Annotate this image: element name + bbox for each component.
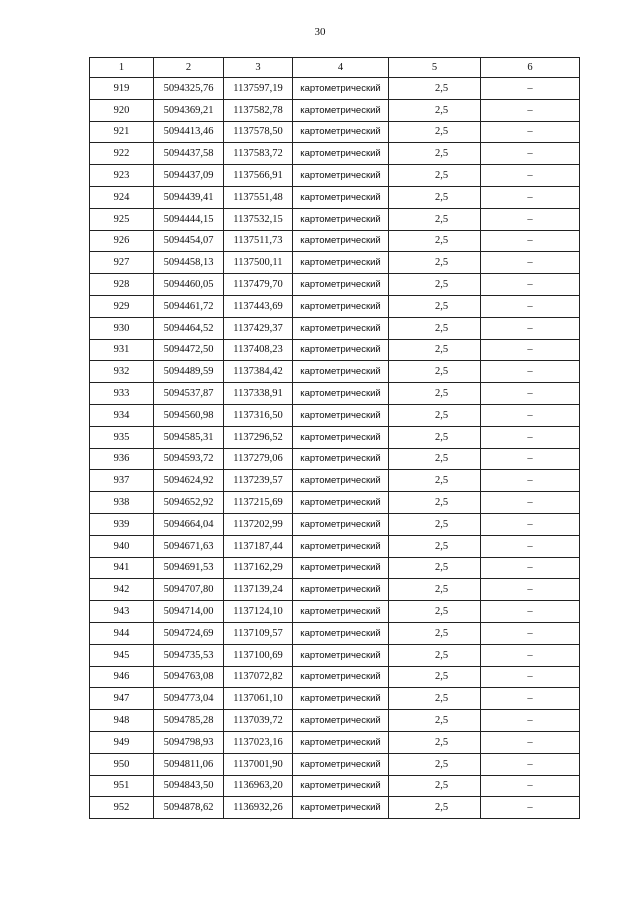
y-coordinate-cell: 1136932,26 <box>224 797 293 819</box>
column-header-x-coordinate: 2 <box>154 58 224 78</box>
point-number-cell: 946 <box>90 666 154 688</box>
point-number-cell: 945 <box>90 644 154 666</box>
accuracy-cell: 2,5 <box>389 710 481 732</box>
point-number-cell: 924 <box>90 186 154 208</box>
description-cell: – <box>481 688 580 710</box>
method-cell: картометрический <box>293 274 389 296</box>
table-row <box>90 99 580 121</box>
x-coordinate-cell: 5094472,50 <box>154 339 224 361</box>
point-number-cell: 922 <box>90 143 154 165</box>
x-coordinate-cell: 5094811,06 <box>154 753 224 775</box>
table-row <box>90 710 580 732</box>
point-number-cell: 940 <box>90 535 154 557</box>
y-coordinate-cell: 1137500,11 <box>224 252 293 274</box>
table-row <box>90 143 580 165</box>
method-cell: картометрический <box>293 121 389 143</box>
point-number-cell: 919 <box>90 78 154 100</box>
method-cell: картометрический <box>293 557 389 579</box>
y-coordinate-cell: 1137316,50 <box>224 404 293 426</box>
y-coordinate-cell: 1137338,91 <box>224 383 293 405</box>
table-row <box>90 492 580 514</box>
y-coordinate-cell: 1137100,69 <box>224 644 293 666</box>
y-coordinate-cell: 1137479,70 <box>224 274 293 296</box>
accuracy-cell: 2,5 <box>389 383 481 405</box>
x-coordinate-cell: 5094454,07 <box>154 230 224 252</box>
method-cell: картометрический <box>293 208 389 230</box>
description-cell: – <box>481 557 580 579</box>
description-cell: – <box>481 535 580 557</box>
accuracy-cell: 2,5 <box>389 230 481 252</box>
y-coordinate-cell: 1137072,82 <box>224 666 293 688</box>
point-number-cell: 952 <box>90 797 154 819</box>
accuracy-cell: 2,5 <box>389 644 481 666</box>
y-coordinate-cell: 1137296,52 <box>224 426 293 448</box>
x-coordinate-cell: 5094464,52 <box>154 317 224 339</box>
x-coordinate-cell: 5094325,76 <box>154 78 224 100</box>
method-cell: картометрический <box>293 622 389 644</box>
accuracy-cell: 2,5 <box>389 252 481 274</box>
method-cell: картометрический <box>293 165 389 187</box>
description-cell: – <box>481 274 580 296</box>
accuracy-cell: 2,5 <box>389 208 481 230</box>
column-header-description: 6 <box>481 58 580 78</box>
point-number-cell: 939 <box>90 513 154 535</box>
description-cell: – <box>481 121 580 143</box>
accuracy-cell: 2,5 <box>389 513 481 535</box>
method-cell: картометрический <box>293 601 389 623</box>
accuracy-cell: 2,5 <box>389 535 481 557</box>
description-cell: – <box>481 208 580 230</box>
description-cell: – <box>481 797 580 819</box>
x-coordinate-cell: 5094458,13 <box>154 252 224 274</box>
method-cell: картометрический <box>293 448 389 470</box>
description-cell: – <box>481 426 580 448</box>
table-row <box>90 404 580 426</box>
method-cell: картометрический <box>293 295 389 317</box>
point-number-cell: 920 <box>90 99 154 121</box>
table-row <box>90 426 580 448</box>
point-number-cell: 950 <box>90 753 154 775</box>
point-number-cell: 937 <box>90 470 154 492</box>
x-coordinate-cell: 5094537,87 <box>154 383 224 405</box>
point-number-cell: 941 <box>90 557 154 579</box>
accuracy-cell: 2,5 <box>389 492 481 514</box>
y-coordinate-cell: 1137551,48 <box>224 186 293 208</box>
point-number-cell: 921 <box>90 121 154 143</box>
accuracy-cell: 2,5 <box>389 78 481 100</box>
point-number-cell: 932 <box>90 361 154 383</box>
method-cell: картометрический <box>293 644 389 666</box>
x-coordinate-cell: 5094437,58 <box>154 143 224 165</box>
x-coordinate-cell: 5094560,98 <box>154 404 224 426</box>
table-row <box>90 186 580 208</box>
x-coordinate-cell: 5094785,28 <box>154 710 224 732</box>
x-coordinate-cell: 5094413,46 <box>154 121 224 143</box>
description-cell: – <box>481 230 580 252</box>
x-coordinate-cell: 5094707,80 <box>154 579 224 601</box>
description-cell: – <box>481 644 580 666</box>
x-coordinate-cell: 5094671,63 <box>154 535 224 557</box>
x-coordinate-cell: 5094444,15 <box>154 208 224 230</box>
point-number-cell: 947 <box>90 688 154 710</box>
y-coordinate-cell: 1137566,91 <box>224 165 293 187</box>
accuracy-cell: 2,5 <box>389 601 481 623</box>
x-coordinate-cell: 5094691,53 <box>154 557 224 579</box>
accuracy-cell: 2,5 <box>389 404 481 426</box>
y-coordinate-cell: 1137109,57 <box>224 622 293 644</box>
table-row <box>90 688 580 710</box>
accuracy-cell: 2,5 <box>389 753 481 775</box>
accuracy-cell: 2,5 <box>389 186 481 208</box>
y-coordinate-cell: 1137578,50 <box>224 121 293 143</box>
point-number-cell: 930 <box>90 317 154 339</box>
description-cell: – <box>481 622 580 644</box>
x-coordinate-cell: 5094489,59 <box>154 361 224 383</box>
description-cell: – <box>481 753 580 775</box>
point-number-cell: 942 <box>90 579 154 601</box>
x-coordinate-cell: 5094624,92 <box>154 470 224 492</box>
description-cell: – <box>481 143 580 165</box>
method-cell: картометрический <box>293 797 389 819</box>
x-coordinate-cell: 5094843,50 <box>154 775 224 797</box>
x-coordinate-cell: 5094878,62 <box>154 797 224 819</box>
y-coordinate-cell: 1137239,57 <box>224 470 293 492</box>
accuracy-cell: 2,5 <box>389 165 481 187</box>
method-cell: картометрический <box>293 383 389 405</box>
y-coordinate-cell: 1137429,37 <box>224 317 293 339</box>
method-cell: картометрический <box>293 710 389 732</box>
description-cell: – <box>481 601 580 623</box>
column-header-y-coordinate: 3 <box>224 58 293 78</box>
y-coordinate-cell: 1137384,42 <box>224 361 293 383</box>
y-coordinate-cell: 1137582,78 <box>224 99 293 121</box>
x-coordinate-cell: 5094369,21 <box>154 99 224 121</box>
method-cell: картометрический <box>293 666 389 688</box>
x-coordinate-cell: 5094460,05 <box>154 274 224 296</box>
method-cell: картометрический <box>293 492 389 514</box>
y-coordinate-cell: 1137443,69 <box>224 295 293 317</box>
table-row <box>90 78 580 100</box>
y-coordinate-cell: 1137202,99 <box>224 513 293 535</box>
method-cell: картометрический <box>293 535 389 557</box>
description-cell: – <box>481 99 580 121</box>
method-cell: картометрический <box>293 688 389 710</box>
method-cell: картометрический <box>293 470 389 492</box>
y-coordinate-cell: 1137532,15 <box>224 208 293 230</box>
table-row <box>90 579 580 601</box>
table-row <box>90 448 580 470</box>
table-row <box>90 644 580 666</box>
method-cell: картометрический <box>293 753 389 775</box>
accuracy-cell: 2,5 <box>389 143 481 165</box>
description-cell: – <box>481 710 580 732</box>
y-coordinate-cell: 1137001,90 <box>224 753 293 775</box>
x-coordinate-cell: 5094714,00 <box>154 601 224 623</box>
method-cell: картометрический <box>293 513 389 535</box>
table-row <box>90 252 580 274</box>
point-number-cell: 935 <box>90 426 154 448</box>
y-coordinate-cell: 1137061,10 <box>224 688 293 710</box>
point-number-cell: 948 <box>90 710 154 732</box>
table-row <box>90 230 580 252</box>
method-cell: картометрический <box>293 579 389 601</box>
coordinates-table <box>89 57 580 819</box>
description-cell: – <box>481 339 580 361</box>
method-cell: картометрический <box>293 404 389 426</box>
accuracy-cell: 2,5 <box>389 99 481 121</box>
accuracy-cell: 2,5 <box>389 797 481 819</box>
point-number-cell: 925 <box>90 208 154 230</box>
accuracy-cell: 2,5 <box>389 295 481 317</box>
description-cell: – <box>481 448 580 470</box>
column-header-method: 4 <box>293 58 389 78</box>
y-coordinate-cell: 1137583,72 <box>224 143 293 165</box>
point-number-cell: 923 <box>90 165 154 187</box>
accuracy-cell: 2,5 <box>389 731 481 753</box>
method-cell: картометрический <box>293 252 389 274</box>
table-row <box>90 513 580 535</box>
y-coordinate-cell: 1137279,06 <box>224 448 293 470</box>
x-coordinate-cell: 5094437,09 <box>154 165 224 187</box>
description-cell: – <box>481 383 580 405</box>
description-cell: – <box>481 470 580 492</box>
accuracy-cell: 2,5 <box>389 470 481 492</box>
point-number-cell: 951 <box>90 775 154 797</box>
method-cell: картометрический <box>293 731 389 753</box>
point-number-cell: 933 <box>90 383 154 405</box>
point-number-cell: 936 <box>90 448 154 470</box>
x-coordinate-cell: 5094585,31 <box>154 426 224 448</box>
table-row <box>90 753 580 775</box>
x-coordinate-cell: 5094735,53 <box>154 644 224 666</box>
table-row <box>90 317 580 339</box>
point-number-cell: 927 <box>90 252 154 274</box>
x-coordinate-cell: 5094593,72 <box>154 448 224 470</box>
description-cell: – <box>481 361 580 383</box>
description-cell: – <box>481 252 580 274</box>
table-row <box>90 775 580 797</box>
description-cell: – <box>481 165 580 187</box>
description-cell: – <box>481 775 580 797</box>
method-cell: картометрический <box>293 78 389 100</box>
description-cell: – <box>481 78 580 100</box>
description-cell: – <box>481 186 580 208</box>
y-coordinate-cell: 1137023,16 <box>224 731 293 753</box>
description-cell: – <box>481 579 580 601</box>
method-cell: картометрический <box>293 143 389 165</box>
y-coordinate-cell: 1137139,24 <box>224 579 293 601</box>
point-number-cell: 943 <box>90 601 154 623</box>
table-body <box>90 78 580 819</box>
table-row <box>90 383 580 405</box>
table-row <box>90 295 580 317</box>
accuracy-cell: 2,5 <box>389 448 481 470</box>
accuracy-cell: 2,5 <box>389 361 481 383</box>
accuracy-cell: 2,5 <box>389 317 481 339</box>
accuracy-cell: 2,5 <box>389 688 481 710</box>
accuracy-cell: 2,5 <box>389 121 481 143</box>
table-row <box>90 121 580 143</box>
y-coordinate-cell: 1137215,69 <box>224 492 293 514</box>
description-cell: – <box>481 492 580 514</box>
method-cell: картометрический <box>293 339 389 361</box>
table-row <box>90 535 580 557</box>
x-coordinate-cell: 5094439,41 <box>154 186 224 208</box>
table-row <box>90 361 580 383</box>
point-number-cell: 944 <box>90 622 154 644</box>
y-coordinate-cell: 1137408,23 <box>224 339 293 361</box>
table-row <box>90 470 580 492</box>
method-cell: картометрический <box>293 99 389 121</box>
x-coordinate-cell: 5094798,93 <box>154 731 224 753</box>
description-cell: – <box>481 666 580 688</box>
point-number-cell: 926 <box>90 230 154 252</box>
table-row <box>90 731 580 753</box>
table-row <box>90 208 580 230</box>
accuracy-cell: 2,5 <box>389 557 481 579</box>
table-row <box>90 797 580 819</box>
method-cell: картометрический <box>293 186 389 208</box>
accuracy-cell: 2,5 <box>389 775 481 797</box>
y-coordinate-cell: 1137039,72 <box>224 710 293 732</box>
table-row <box>90 339 580 361</box>
accuracy-cell: 2,5 <box>389 666 481 688</box>
point-number-cell: 929 <box>90 295 154 317</box>
description-cell: – <box>481 731 580 753</box>
y-coordinate-cell: 1137124,10 <box>224 601 293 623</box>
point-number-cell: 949 <box>90 731 154 753</box>
y-coordinate-cell: 1137187,44 <box>224 535 293 557</box>
accuracy-cell: 2,5 <box>389 579 481 601</box>
table-row <box>90 274 580 296</box>
point-number-cell: 934 <box>90 404 154 426</box>
x-coordinate-cell: 5094763,08 <box>154 666 224 688</box>
column-header-accuracy: 5 <box>389 58 481 78</box>
table-header-row <box>90 58 580 78</box>
y-coordinate-cell: 1137597,19 <box>224 78 293 100</box>
description-cell: – <box>481 404 580 426</box>
y-coordinate-cell: 1137162,29 <box>224 557 293 579</box>
method-cell: картометрический <box>293 230 389 252</box>
y-coordinate-cell: 1137511,73 <box>224 230 293 252</box>
method-cell: картометрический <box>293 426 389 448</box>
page-number: 30 <box>314 26 326 38</box>
table-row <box>90 557 580 579</box>
accuracy-cell: 2,5 <box>389 274 481 296</box>
column-header-point-number: 1 <box>90 58 154 78</box>
y-coordinate-cell: 1136963,20 <box>224 775 293 797</box>
table-row <box>90 622 580 644</box>
method-cell: картометрический <box>293 317 389 339</box>
x-coordinate-cell: 5094773,04 <box>154 688 224 710</box>
accuracy-cell: 2,5 <box>389 339 481 361</box>
description-cell: – <box>481 317 580 339</box>
point-number-cell: 928 <box>90 274 154 296</box>
table-row <box>90 666 580 688</box>
description-cell: – <box>481 513 580 535</box>
accuracy-cell: 2,5 <box>389 426 481 448</box>
method-cell: картометрический <box>293 775 389 797</box>
point-number-cell: 938 <box>90 492 154 514</box>
point-number-cell: 931 <box>90 339 154 361</box>
description-cell: – <box>481 295 580 317</box>
table-row <box>90 601 580 623</box>
x-coordinate-cell: 5094664,04 <box>154 513 224 535</box>
x-coordinate-cell: 5094724,69 <box>154 622 224 644</box>
table-row <box>90 165 580 187</box>
x-coordinate-cell: 5094652,92 <box>154 492 224 514</box>
x-coordinate-cell: 5094461,72 <box>154 295 224 317</box>
method-cell: картометрический <box>293 361 389 383</box>
accuracy-cell: 2,5 <box>389 622 481 644</box>
